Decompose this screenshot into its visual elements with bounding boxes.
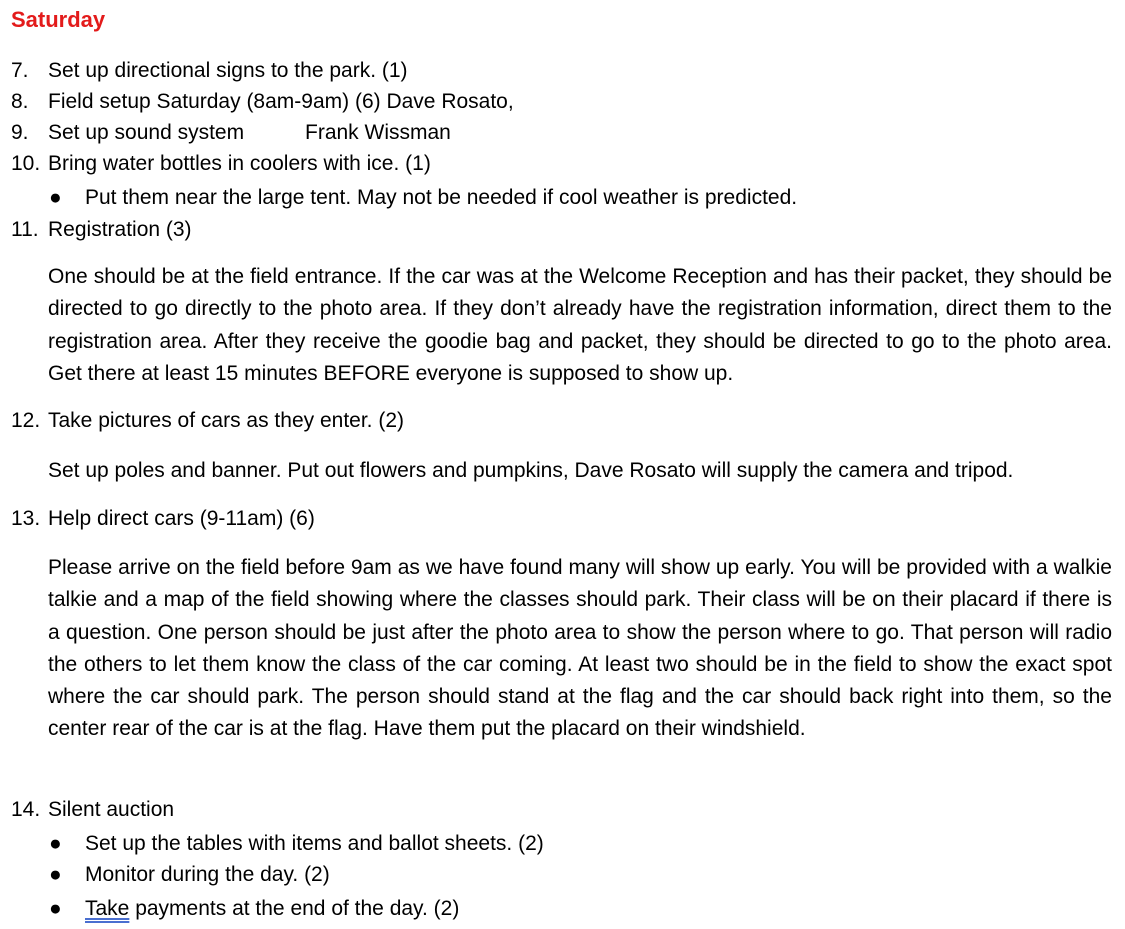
item-text: Field setup Saturday (8am-9am) (6) Dave Rosato,	[48, 90, 514, 113]
item-text: Bring water bottles in coolers with ice. (1)	[48, 152, 431, 175]
item-paragraph: Please arrive on the field before 9am as we have found many will show up early. You will be provided with a walkie talkie and a map of the field showing where the classes should park. Their class will be on their placard if there is a question. One person should be just after the photo area to show the person where to go. That person will radio the others to let them know the class of the car coming. At least two should be in the field to show the exact spot where the car should park. The person should stand at the flag and the car should back right into them, so the center rear of the car is at the flag. Have them put the placard on their windshield.	[48, 556, 1112, 741]
bullet-text-group	[85, 895, 459, 923]
item-text: Set up directional signs to the park. (1)	[48, 59, 408, 82]
spellcheck-underlined-word[interactable]: Take	[85, 897, 130, 920]
item-number: 10.	[11, 152, 41, 175]
item-paragraph: One should be at the field entrance. If the car was at the Welcome Reception and has their packet, they should be directed to go directly to the photo area. If they don’t already have the registration information, direct them to the registration area. After they receive the goodie bag and packet, they should be directed to go to the photo area. Get there at least 15 minutes BEFORE everyone is supposed to show up.	[48, 265, 1112, 385]
day-heading: Saturday	[11, 7, 106, 32]
item-text: Set up sound system	[48, 121, 245, 144]
item-number: 14.	[11, 798, 41, 821]
bullet-icon: ●	[49, 186, 62, 209]
item-text: Take pictures of cars as they enter. (2)	[48, 409, 404, 432]
bullet-icon: ●	[49, 897, 62, 920]
item-number: 12.	[11, 409, 41, 432]
item-number: 8.	[11, 90, 29, 113]
item-text: Silent auction	[48, 798, 175, 821]
bullet-text: Monitor during the day. (2)	[85, 863, 330, 886]
item-number: 9.	[11, 121, 29, 144]
item-number: 7.	[11, 59, 29, 82]
item-assignee: Frank Wissman	[305, 121, 451, 144]
item-number: 13.	[11, 507, 41, 530]
item-text: Registration (3)	[48, 218, 192, 241]
bullet-icon: ●	[49, 863, 62, 886]
bullet-icon: ●	[49, 832, 62, 855]
bullet-text: Put them near the large tent. May not be needed if cool weather is predicted.	[85, 186, 798, 209]
bullet-text: payments at the end of the day. (2)	[129, 897, 460, 920]
item-number: 11.	[11, 218, 39, 241]
item-text: Help direct cars (9-11am) (6)	[48, 507, 315, 530]
item-paragraph: Set up poles and banner. Put out flowers and pumpkins, Dave Rosato will supply the camera and tripod.	[48, 459, 1014, 482]
bullet-text: Set up the tables with items and ballot sheets. (2)	[85, 832, 544, 855]
